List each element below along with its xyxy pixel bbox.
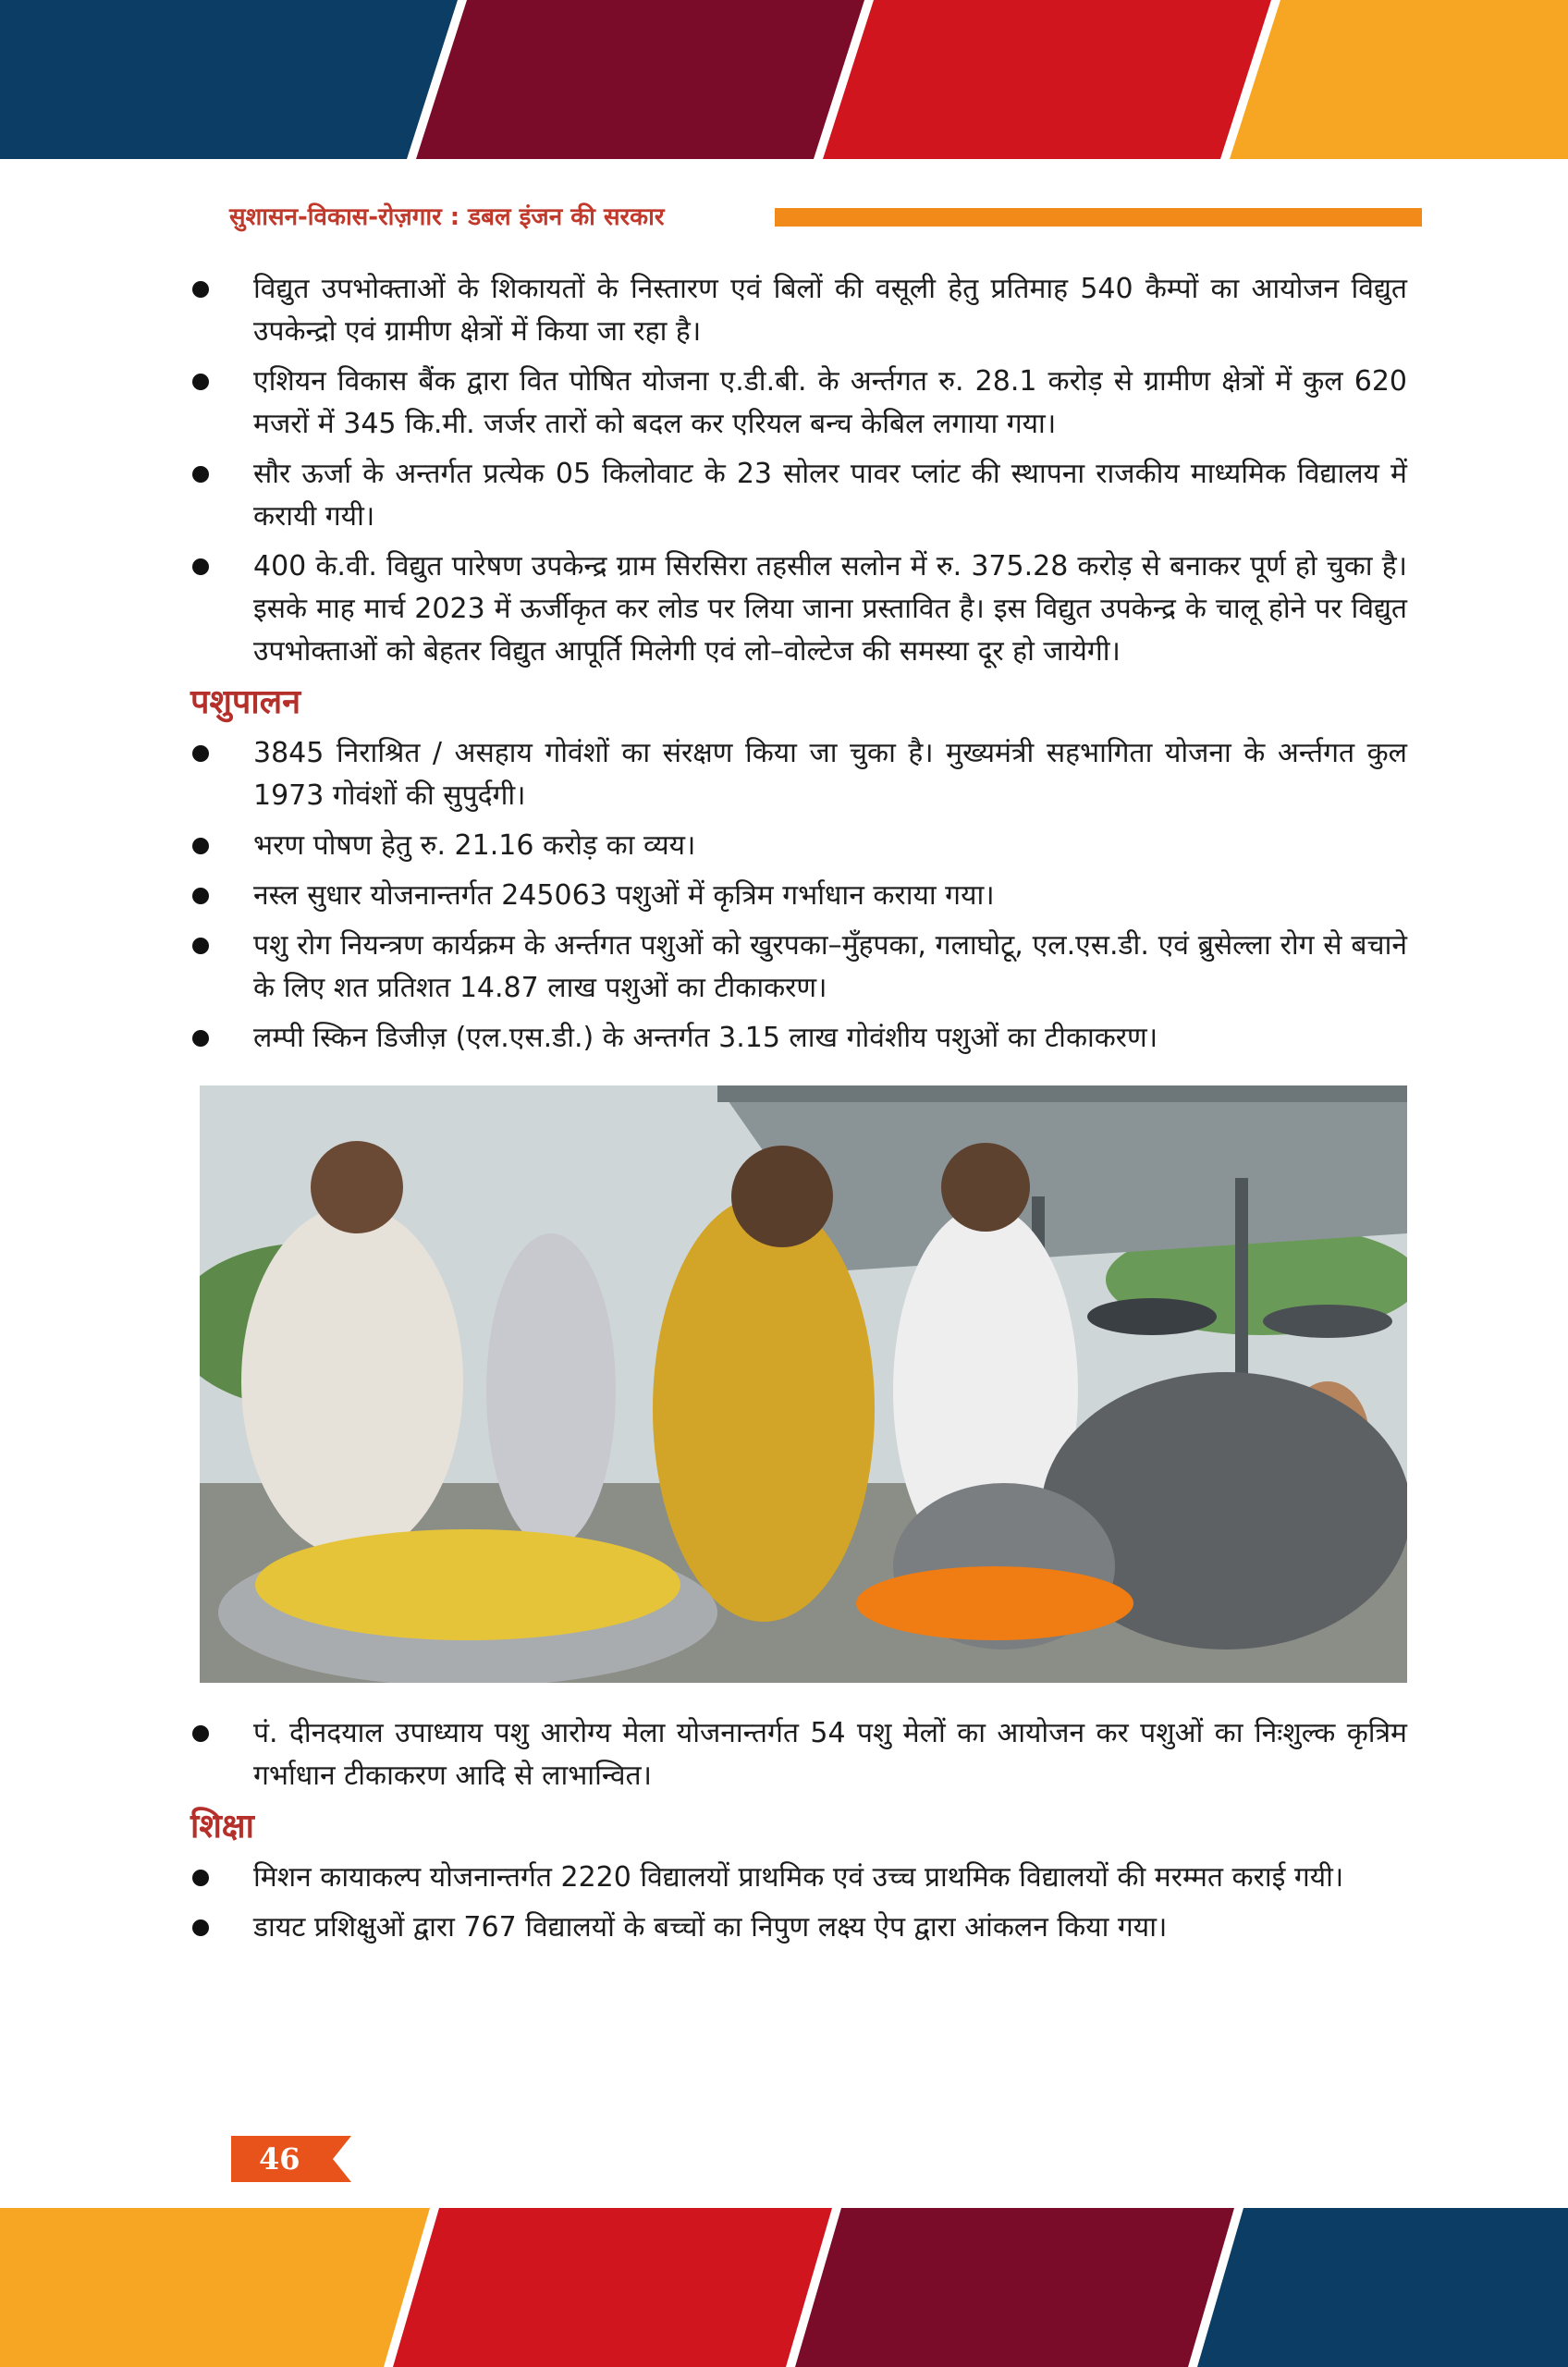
bullet-icon — [192, 838, 209, 854]
list-item: 3845 निराश्रित / असहाय गोवंशों का संरक्षण किया जा चुका है। मुख्यमंत्री सहभागिता योजना के अर्न्तगत कुल 1973 गोवंशों की सुपुर्दगी। — [190, 732, 1407, 817]
animal-bullet-list-continued — [190, 1712, 1407, 1797]
bullet-icon — [192, 938, 209, 954]
list-item: लम्पी स्किन डिजीज़ (एल.एस.डी.) के अन्तर्गत 3.15 लाख गोवंशीय पशुओं का टीकाकरण। — [190, 1017, 1407, 1060]
top-color-band — [0, 0, 1568, 159]
bullet-icon — [192, 745, 209, 762]
header-accent-bar — [775, 208, 1422, 227]
bullet-icon — [192, 1870, 209, 1886]
list-item: 400 के.वी. विद्युत पारेषण उपकेन्द्र ग्राम सिरसिरा तहसील सलोन में रु. 375.28 करोड़ से बनाकर पूर्ण हो चुका है। इसके माह मार्च 2023 में ऊर्जीकृत कर लोड पर लिया जाना प्रस्तावित है। इस विद्युत उपकेन्द्र के चालू होने पर विद्युत उपभोक्ताओं को बेहतर विद्युत आपूर्ति मिलेगी एवं लो–वोल्टेज की समस्या दूर हो जायेगी। — [190, 546, 1407, 673]
page-number: 46 — [259, 2141, 300, 2177]
list-item: नस्ल सुधार योजनान्तर्गत 245063 पशुओं में कृत्रिम गर्भाधान कराया गया। — [190, 875, 1407, 917]
bottom-color-band — [0, 2208, 1568, 2367]
education-bullet-list — [190, 1857, 1407, 1949]
bullet-icon — [192, 888, 209, 904]
header-title: सुशासन-विकास-रोज़गार : डबल इंजन की सरकार — [229, 203, 665, 231]
list-item: विद्युत उपभोक्ताओं के शिकायतों के निस्तारण एवं बिलों की वसूली हेतु प्रतिमाह 540 कैम्पों का आयोजन विद्युत उपकेन्द्रो एवं ग्रामीण क्षेत्रों में किया जा रहा है। — [190, 268, 1407, 353]
bullet-icon — [192, 558, 209, 575]
list-item: सौर ऊर्जा के अन्तर्गत प्रत्येक 05 किलोवाट के 23 सोलर पावर प्लांट की स्थापना राजकीय माध्यमिक विद्यालय में करायी गयी। — [190, 453, 1407, 538]
bullet-icon — [192, 374, 209, 390]
list-item: भरण पोषण हेतु रु. 21.16 करोड़ का व्यय। — [190, 825, 1407, 867]
section-title-animal-husbandry: पशुपालन — [190, 683, 301, 721]
list-item: एशियन विकास बैंक द्वारा वित पोषित योजना ए.डी.बी. के अर्न्तगत रु. 28.1 करोड़ से ग्रामीण क्षेत्रों में कुल 620 मजरों में 345 कि.मी. जर्जर तारों को बदल कर एरियल बन्च केबिल लगाया गया। — [190, 361, 1407, 446]
power-bullet-list — [190, 268, 1407, 673]
bullet-icon — [192, 466, 209, 483]
bullet-icon — [192, 1030, 209, 1047]
section-title-education: शिक्षा — [190, 1808, 254, 1846]
list-item: पशु रोग नियन्त्रण कार्यक्रम के अर्न्तगत पशुओं को खुरपका–मुँहपका, गलाघोटू, एल.एस.डी. एवं ब्रुसेल्ला रोग से बचाने के लिए शत प्रतिशत 14.87 लाख पशुओं का टीकाकरण। — [190, 925, 1407, 1010]
list-item: डायट प्रशिक्षुओं द्वारा 767 विद्यालयों के बच्चों का निपुण लक्ष्य ऐप द्वारा आंकलन किया गया। — [190, 1907, 1407, 1949]
cow-shelter-photo — [200, 1085, 1407, 1683]
list-item: पं. दीनदयाल उपाध्याय पशु आरोग्य मेला योजनान्तर्गत 54 पशु मेलों का आयोजन कर पशुओं का निःशुल्क कृत्रिम गर्भाधान टीकाकरण आदि से लाभान्वित। — [190, 1712, 1407, 1797]
page-content — [190, 268, 1407, 1956]
bullet-icon — [192, 281, 209, 298]
animal-bullet-list — [190, 732, 1407, 1060]
list-item: मिशन कायाकल्प योजनान्तर्गत 2220 विद्यालयों प्राथमिक एवं उच्च प्राथमिक विद्यालयों की मरम्मत कराई गयी। — [190, 1857, 1407, 1899]
bullet-icon — [192, 1725, 209, 1742]
running-header — [229, 199, 1422, 236]
page-number-tab — [231, 2136, 351, 2182]
bullet-icon — [192, 1919, 209, 1936]
